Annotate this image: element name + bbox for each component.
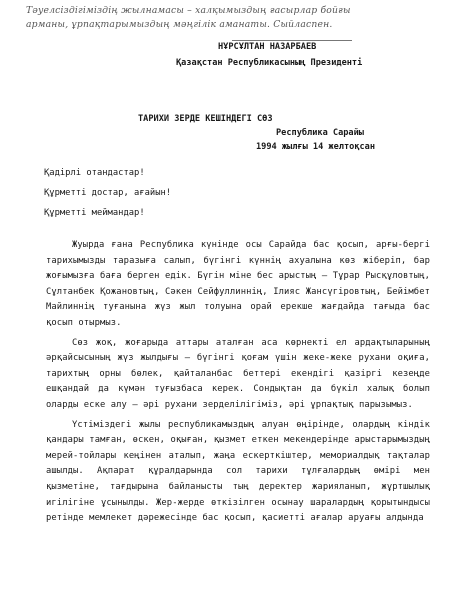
author-name: НҰРСҰЛТАН НАЗАРБАЕВ <box>218 42 317 52</box>
greeting-line: Құрметті меймандар! <box>44 208 145 218</box>
handwritten-dedication <box>26 4 426 32</box>
handwritten-line: арманы, ұрпақтарымыздың мәңгілік аманаты. Сыйласпен. <box>26 19 333 30</box>
speech-title: ТАРИХИ ЗЕРДЕ КЕШІНДЕГІ СӨЗ <box>138 114 273 124</box>
speech-date: 1994 жылғы 14 желтоқсан <box>256 142 375 152</box>
handwritten-line: Тәуелсіздігіміздің жылнамасы – халқымыздың ғасырлар бойғы <box>26 5 351 16</box>
paragraph: Сөз жоқ, жоғарыда аттары аталған аса көрнекті ел ардақтыларының әрқайсысының жүз жылдығы – бүгінгі қоғам үшін жеке-жеке рухани оқиға, тарихтың орны бөлек, қайталанбас беттері екендігі қазіргі кезеңде ешқандай да күмән туғызбаса керек. Сондықтан да бүкіл халық болып оларды еске алу – әрі рухани зерделілігіміз, әрі ұрпақтық парызымыз. <box>46 337 430 410</box>
greeting-line: Қадірлі отандастар! <box>44 168 145 178</box>
speech-body <box>46 238 430 531</box>
handwritten-underline <box>232 40 352 41</box>
greeting-line: Құрметті достар, ағайын! <box>44 188 172 198</box>
paragraph: Үстіміздегі жылы республикамыздың алуан өңірінде, олардың кіндік қандары тамған, өскен, оқыған, қызмет еткен мекендерінде арыстарымыздың мерей-тойлары кеңінен аталып, жаңа ескерткіштер, мемориалдық тақталар ашылды. Ақпарат құралдарында сол тарихи тұлғалардың өмірі мен қызметіне, тағдырына байланысты тың деректер жарияланып, жұртшылық игілігіне ұсынылды. Жер-жерде өткізілген осынау шаралардың қорытындысы ретінде мемлекет дәрежесінде бас қосып, қасиетті ағалар аруағы алдында <box>46 419 430 524</box>
greetings <box>44 163 171 223</box>
paragraph: Жуырда ғана Республика күнінде осы Сарайда бас қосып, арғы-бергі тарихымызды таразыға салып, бүгінгі күннің ахуалына көз жіберіп, бар жоғымызға баға берген едік. Бүгін міне бес арыстың – Тұрар Рысқұловтың, Сұлтанбек Қожановтың, Сәкен Сейфуллиннің, Ілияс Жансүгіровтың, Бейімбет Майлиннің туғанына жүз жыл толуына орай ерекше жағдайда тағыда бас қосып отырмыз. <box>46 240 430 328</box>
author-title: Қазақстан Республикасының Президенті <box>176 58 363 68</box>
speech-place: Республика Сарайы <box>276 128 364 138</box>
